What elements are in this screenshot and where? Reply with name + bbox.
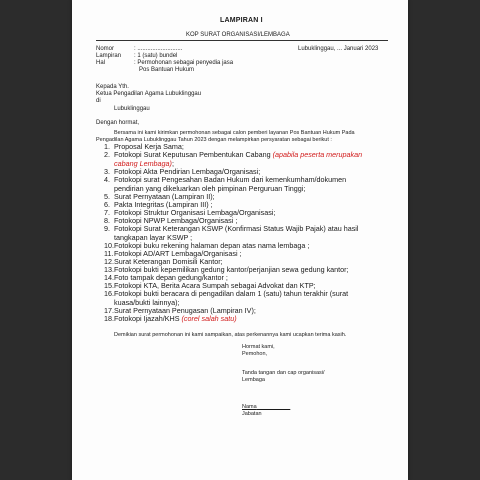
list-item: 14. Foto tampak depan gedung/kantor ; [104,273,228,282]
signature-stamp-note: Tanda tangan dan cap organisasi/ [242,370,325,376]
closing-text: Demikian surat permohonan ini kami sampaikan, atas perkenannya kami ucapkan terima kasih. [114,332,347,338]
lampiran-value: : 1 (satu) bundel [134,53,178,59]
list-item: 8. Fotokopi NPWP Lembaga/Organisasi ; [104,216,238,225]
letterhead-label: KOP SURAT ORGANISASI/LEMBAGA [186,32,290,38]
signature-regards: Hormat kami, [242,344,275,350]
lampiran-label: Lampiran [96,53,122,59]
intro-line-1: Bersama ini kami kirimkan permohonan sebagai calon pemberi layanan Pos Bantuan Hukum Pada [114,130,355,136]
letter-date: Lubuklinggau, ... Januari 2023 [298,46,379,52]
list-item: 6. Pakta Integritas (Lampiran III) ; [104,200,213,209]
list-item: 4. Fotokopi surat Pengesahan Badan Hukum dari kemenkumham/dokumen pendirian yang dikeluarkan oleh pimpinan Perguruan Tinggi; [104,175,347,193]
recipient-line-1: Kepada Yth. [96,84,129,90]
list-item: 16. Fotokopi bukti beracara di pengadilan dalam 1 (satu) tahun terakhir (surat kuasa/bukti lainnya); [104,289,349,307]
signature-title: Jabatan [242,411,262,417]
list-item: 5. Surat Pernyataan (Lampiran II); [104,192,215,201]
list-item: 1. Proposal Kerja Sama; [104,142,184,151]
letterhead-rule [96,40,388,41]
hal-value-2: Pos Bantuan Hukum [139,67,195,73]
list-item: 2. Fotokopi Surat Keputusan Pembentukan Cabang (apabila peserta merupakan cabang Lembaga); [104,150,363,168]
list-item: 7. Fotokopi Struktur Organisasi Lembaga/Organisasi; [104,208,276,217]
signature-stamp-org: Lembaga [242,377,265,383]
recipient-line-3: di [96,98,101,104]
intro-line-2: Pengadilan Agama Lubuklinggau Tahun 2023 dengan melampirkan persyaratan sebagai berikut : [96,137,332,143]
list-item: 15. Fotokopi KTA, Berita Acara Sumpah sebagai Advokat dan KTP; [104,281,316,290]
list-item: 10. Fotokopi buku rekening halaman depan atas nama lembaga ; [104,241,310,250]
signature-name: Nama [242,404,257,410]
list-item: 18. Fotokopi Ijazah/KHS (corel salah satu) [104,314,237,323]
list-item: 9. Fotokopi Surat Keterangan KSWP (Konfirmasi Status Wajib Pajak) atau hasil tangkapan layar KSWP ; [104,224,359,242]
list-item: 3. Fotokopi Akta Pendirian Lembaga/Organisasi; [104,167,261,176]
nomor-value: : ........................... [134,46,183,52]
recipient-line-2: Ketua Pengadilan Agama Lubuklinggau [96,91,202,97]
list-item: 13. Fotokopi bukti kepemilikan gedung kantor/perjanjian sewa gedung kantor; [104,265,349,274]
attachment-title: LAMPIRAN I [220,17,263,24]
greeting: Dengan hormat, [96,120,140,126]
document-page [72,0,408,480]
list-item: 17. Surat Pernyataan Penugasan (Lampiran IV); [104,306,256,315]
hal-label: Hal [96,60,106,66]
list-item: 12. Surat Keterangan Domisili Kantor; [104,257,223,266]
hal-value-1: : Permohonan sebagai penyedia jasa [134,60,234,66]
nomor-label: Nomor [96,46,115,52]
signature-applicant: Pemohon, [242,351,268,357]
recipient-line-4: Lubuklinggau [114,106,150,112]
list-item: 11. Fotokopi AD/ART Lembaga/Organisasi ; [104,249,242,258]
